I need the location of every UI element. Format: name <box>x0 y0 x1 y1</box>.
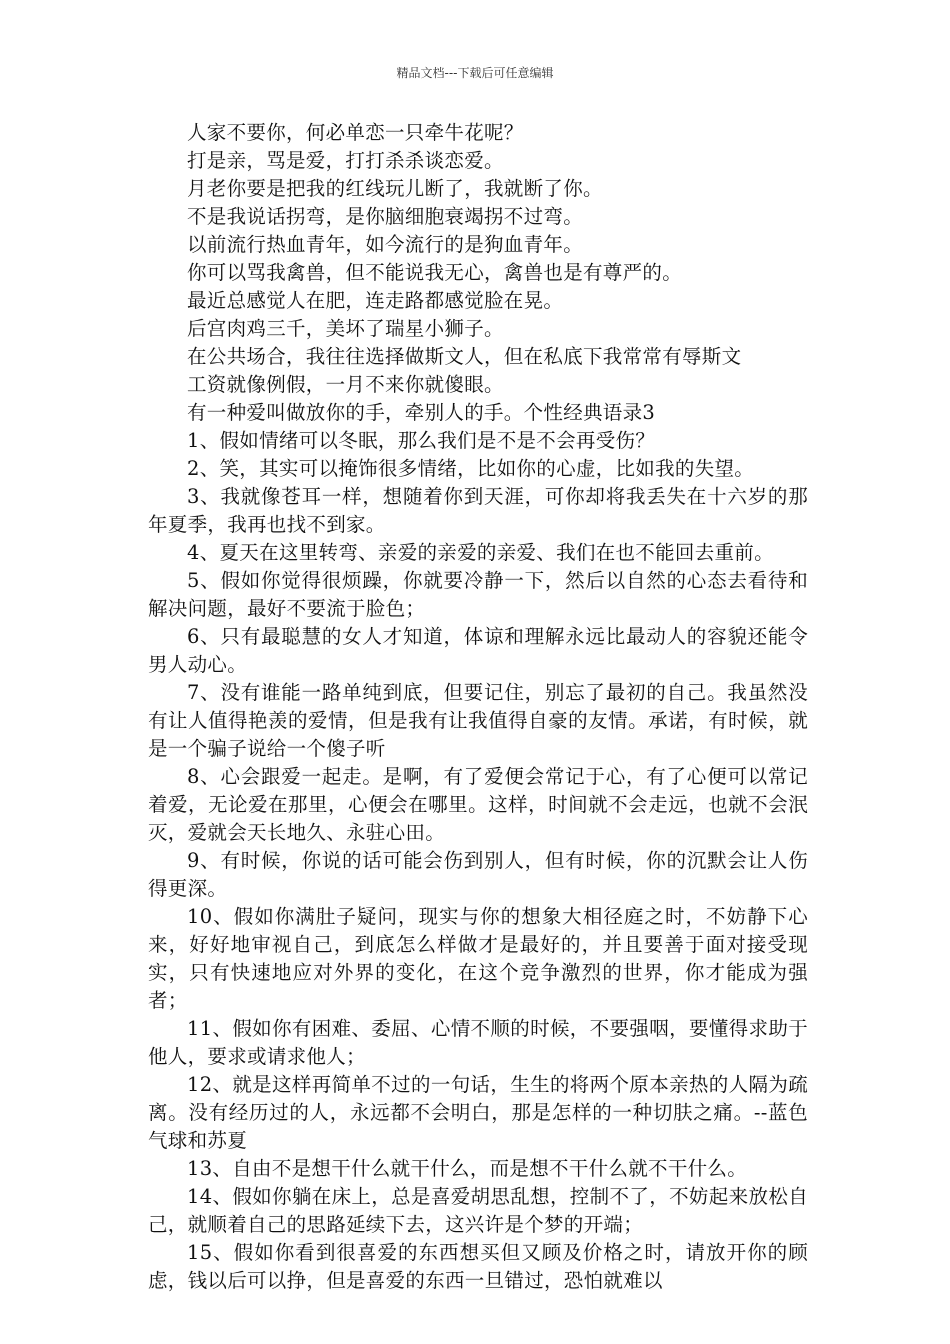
paragraph: 5、假如你觉得很烦躁，你就要冷静一下，然后以自然的心态去看待和解决问题，最好不要流于脸色； <box>148 569 808 620</box>
paragraph: 最近总感觉人在肥，连走路都感觉脸在晃。 <box>187 289 564 312</box>
paragraph: 3、我就像苍耳一样，想随着你到天涯，可你却将我丢失在十六岁的那年夏季，我再也找不到家。 <box>148 485 808 536</box>
paragraph: 14、假如你躺在床上，总是喜爱胡思乱想，控制不了，不妨起来放松自己，就顺着自己的思路延续下去，这兴许是个梦的开端； <box>148 1185 808 1236</box>
paragraph: 8、心会跟爱一起走。是啊，有了爱便会常记于心，有了心便可以常记着爱，无论爱在那里，心便会在哪里。这样，时间就不会走远，也就不会泯灭，爱就会天长地久、永驻心田。 <box>148 765 808 844</box>
document-body <box>148 119 808 1295</box>
paragraph: 2、笑，其实可以掩饰很多情绪，比如你的心虚，比如我的失望。 <box>187 457 755 480</box>
paragraph: 你可以骂我禽兽，但不能说我无心，禽兽也是有尊严的。 <box>187 261 683 284</box>
paragraph: 有一种爱叫做放你的手，牵别人的手。个性经典语录3 <box>187 401 656 424</box>
paragraph: 人家不要你，何必单恋一只牵牛花呢？ <box>187 121 524 144</box>
paragraph: 6、只有最聪慧的女人才知道，体谅和理解永远比最动人的容貌还能令男人动心。 <box>148 625 808 676</box>
paragraph: 打是亲，骂是爱，打打杀杀谈恋爱。 <box>187 149 504 172</box>
paragraph: 工资就像例假，一月不来你就傻眼。 <box>187 373 504 396</box>
paragraph: 以前流行热血青年，如今流行的是狗血青年。 <box>187 233 584 256</box>
paragraph: 10、假如你满肚子疑问，现实与你的想象大相径庭之时，不妨静下心来，好好地审视自己，到底怎么样做才是最好的，并且要善于面对接受现实，只有快速地应对外界的变化，在这个竞争激烈的世界，你才能成为强者； <box>148 905 808 1012</box>
paragraph: 不是我说话拐弯，是你脑细胞衰竭拐不过弯。 <box>187 205 584 228</box>
paragraph: 月老你要是把我的红线玩儿断了，我就断了你。 <box>187 177 603 200</box>
paragraph: 11、假如你有困难、委屈、心情不顺的时候，不要强咽，要懂得求助于他人，要求或请求他人； <box>148 1017 808 1068</box>
page-header: 精品文档---下载后可任意编辑 <box>396 66 554 80</box>
paragraph: 1、假如情绪可以冬眠，那么我们是不是不会再受伤？ <box>187 429 656 452</box>
paragraph: 4、夏天在这里转弯、亲爱的亲爱的亲爱、我们在也不能回去重前。 <box>187 541 774 564</box>
paragraph: 9、有时候，你说的话可能会伤到别人，但有时候，你的沉默会让人伤得更深。 <box>148 849 808 900</box>
paragraph: 15、假如你看到很喜爱的东西想买但又顾及价格之时，请放开你的顾虑，钱以后可以挣，但是喜爱的东西一旦错过，恐怕就难以 <box>148 1241 808 1292</box>
paragraph: 在公共场合，我往往选择做斯文人，但在私底下我常常有辱斯文 <box>187 345 742 368</box>
paragraph: 12、就是这样再简单不过的一句话，生生的将两个原本亲热的人隔为疏离。没有经历过的人，永远都不会明白，那是怎样的一种切肤之痛。--蓝色气球和苏夏 <box>148 1073 808 1152</box>
paragraph: 后宫肉鸡三千，美坏了瑞星小狮子。 <box>187 317 504 340</box>
paragraph: 13、自由不是想干什么就干什么，而是想不干什么就不干什么。 <box>187 1157 748 1180</box>
paragraph: 7、没有谁能一路单纯到底，但要记住，别忘了最初的自己。我虽然没有让人值得艳羡的爱情，但是我有让我值得自豪的友情。承诺，有时候，就是一个骗子说给一个傻子听 <box>148 681 808 760</box>
